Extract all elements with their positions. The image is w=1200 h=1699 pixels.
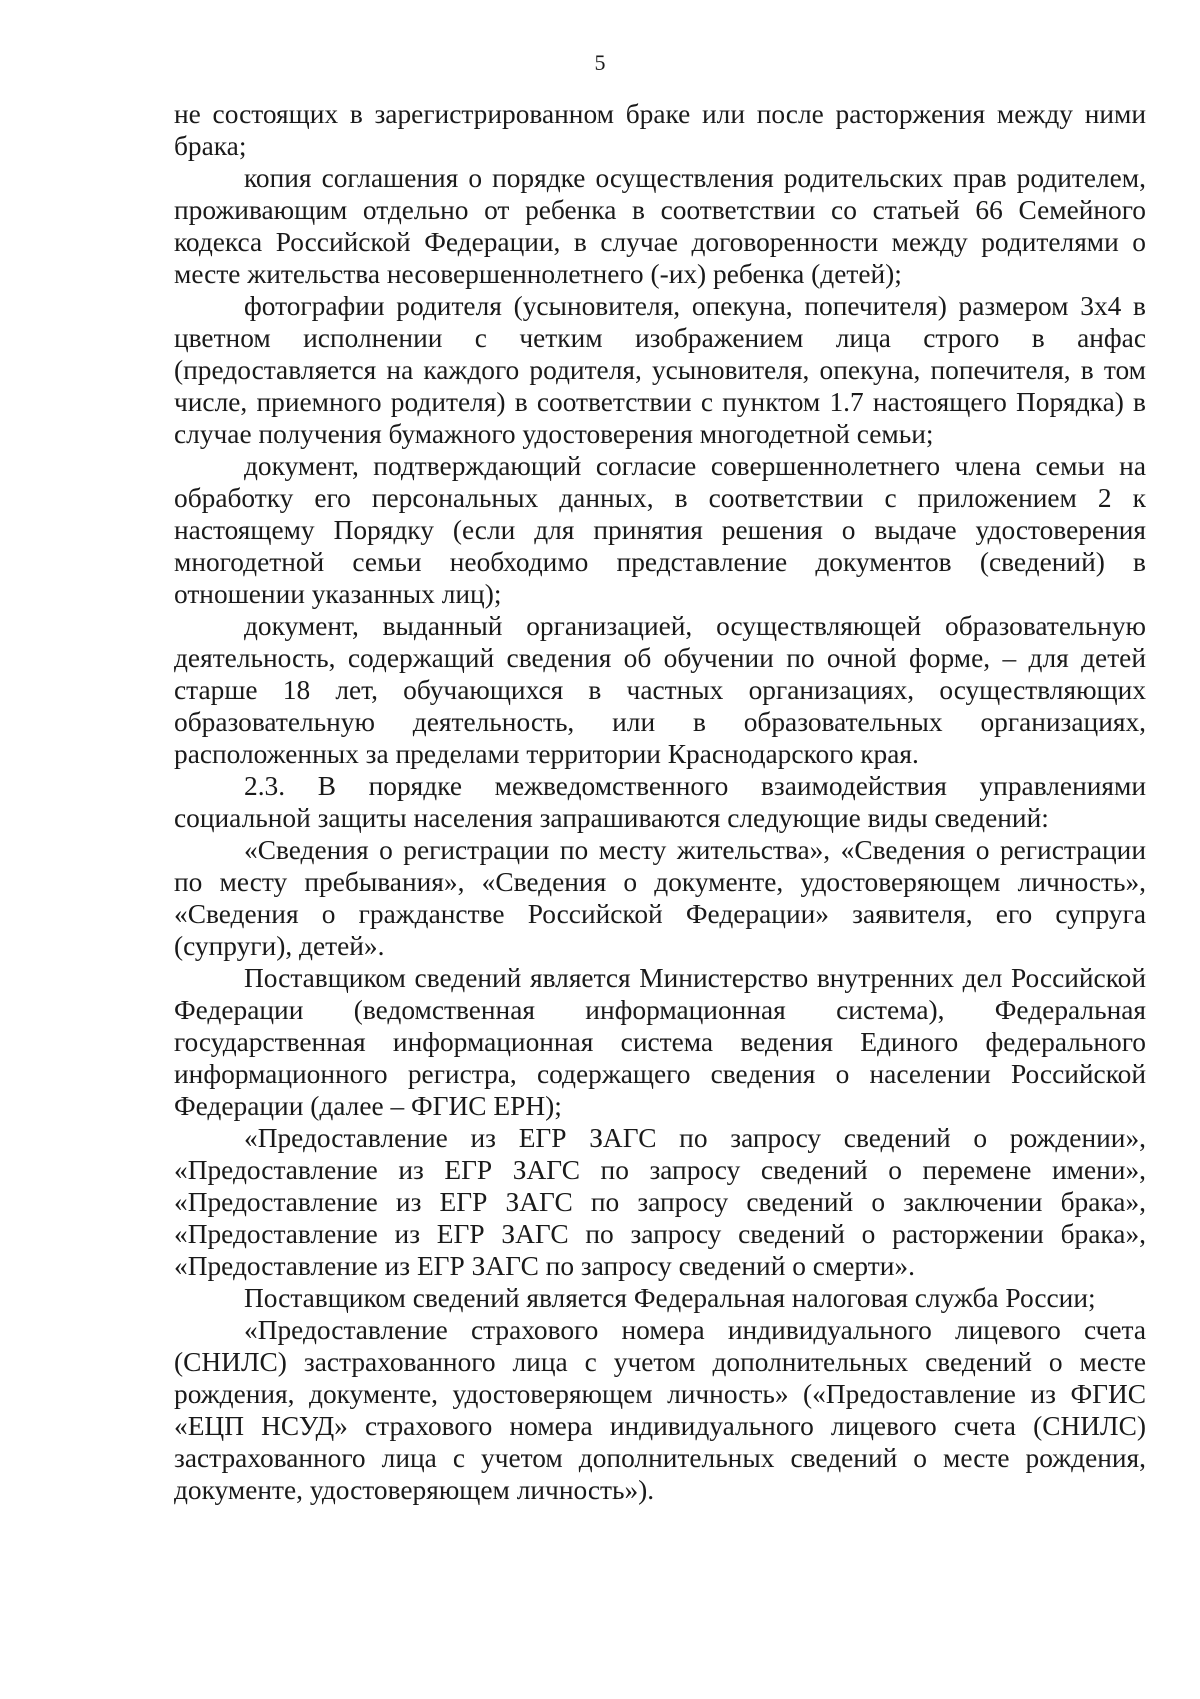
paragraph-egr-zags: «Предоставление из ЕГР ЗАГС по запросу сведений о рождении», «Предоставление из ЕГР ЗАГС по запросу сведений о перемене имени», «Предоставление из ЕГР ЗАГС по запросу сведений о заключении брака», «Предоставление из ЕГР ЗАГС по запросу сведений о расторжении брака», «Предоставление из ЕГР ЗАГС по запросу сведений о смерти».: [174, 1123, 1146, 1281]
paragraph-education-document: документ, выданный организацией, осуществляющей образовательную деятельность, содержащий сведения об обучении по очной форме, – для детей старше 18 лет, обучающихся в частных организациях, осуществляющих образовательную деятельность, или в образовательных организациях, расположенных за пределами территории Краснодарского края.: [174, 611, 1146, 769]
paragraph-fns-supplier: Поставщиком сведений является Федеральная налоговая служба России;: [244, 1283, 1096, 1313]
paragraph-mvd-supplier: Поставщиком сведений является Министерство внутренних дел Российской Федерации (ведомственная информационная система), Федеральная государственная информационная система ведения Единого федерального информационного регистра, содержащего сведения о населении Российской Федерации (далее – ФГИС ЕРН);: [174, 963, 1146, 1121]
paragraph-section-2-3: 2.3. В порядке межведомственного взаимодействия управлениями социальной защиты населения запрашиваются следующие виды сведений:: [174, 771, 1146, 833]
paragraph-agreement-copy: копия соглашения о порядке осуществления родительских прав родителем, проживающим отдельно от ребенка в соответствии со статьей 66 Семейного кодекса Российской Федерации, в случае договоренности между родителями о месте жительства несовершеннолетнего (-их) ребенка (детей);: [174, 163, 1146, 289]
page-number: 5: [594, 50, 606, 75]
paragraph-snils: «Предоставление страхового номера индивидуального лицевого счета (СНИЛС) застрахованного лица с учетом дополнительных сведений о месте рождения, документе, удостоверяющем личность» («Предоставление из ФГИС «ЕЦП НСУД» страхового номера индивидуального лицевого счета (СНИЛС) застрахованного лица с учетом дополнительных сведений о месте рождения, документе, удостоверяющем личность»).: [174, 1315, 1146, 1505]
document-body: [174, 98, 1146, 1506]
paragraph-photos: фотографии родителя (усыновителя, опекуна, попечителя) размером 3x4 в цветном исполнении с четким изображением лица строго в анфас (предоставляется на каждого родителя, усыновителя, опекуна, попечителя, в том числе, приемного родителя) в соответствии с пунктом 1.7 настоящего Порядка) в случае получения бумажного удостоверения многодетной семьи;: [174, 291, 1146, 449]
paragraph-continuation: не состоящих в зарегистрированном браке или после расторжения между ними брака;: [174, 99, 1146, 161]
paragraph-consent-document: документ, подтверждающий согласие совершеннолетнего члена семьи на обработку его персональных данных, в соответствии с приложением 2 к настоящему Порядку (если для принятия решения о выдаче удостоверения многодетной семьи необходимо представление документов (сведений) в отношении указанных лиц);: [174, 451, 1146, 609]
paragraph-registration-info: «Сведения о регистрации по месту жительства», «Сведения о регистрации по месту пребывания», «Сведения о документе, удостоверяющем личность», «Сведения о гражданстве Российской Федерации» заявителя, его супруга (супруги), детей».: [174, 835, 1146, 961]
